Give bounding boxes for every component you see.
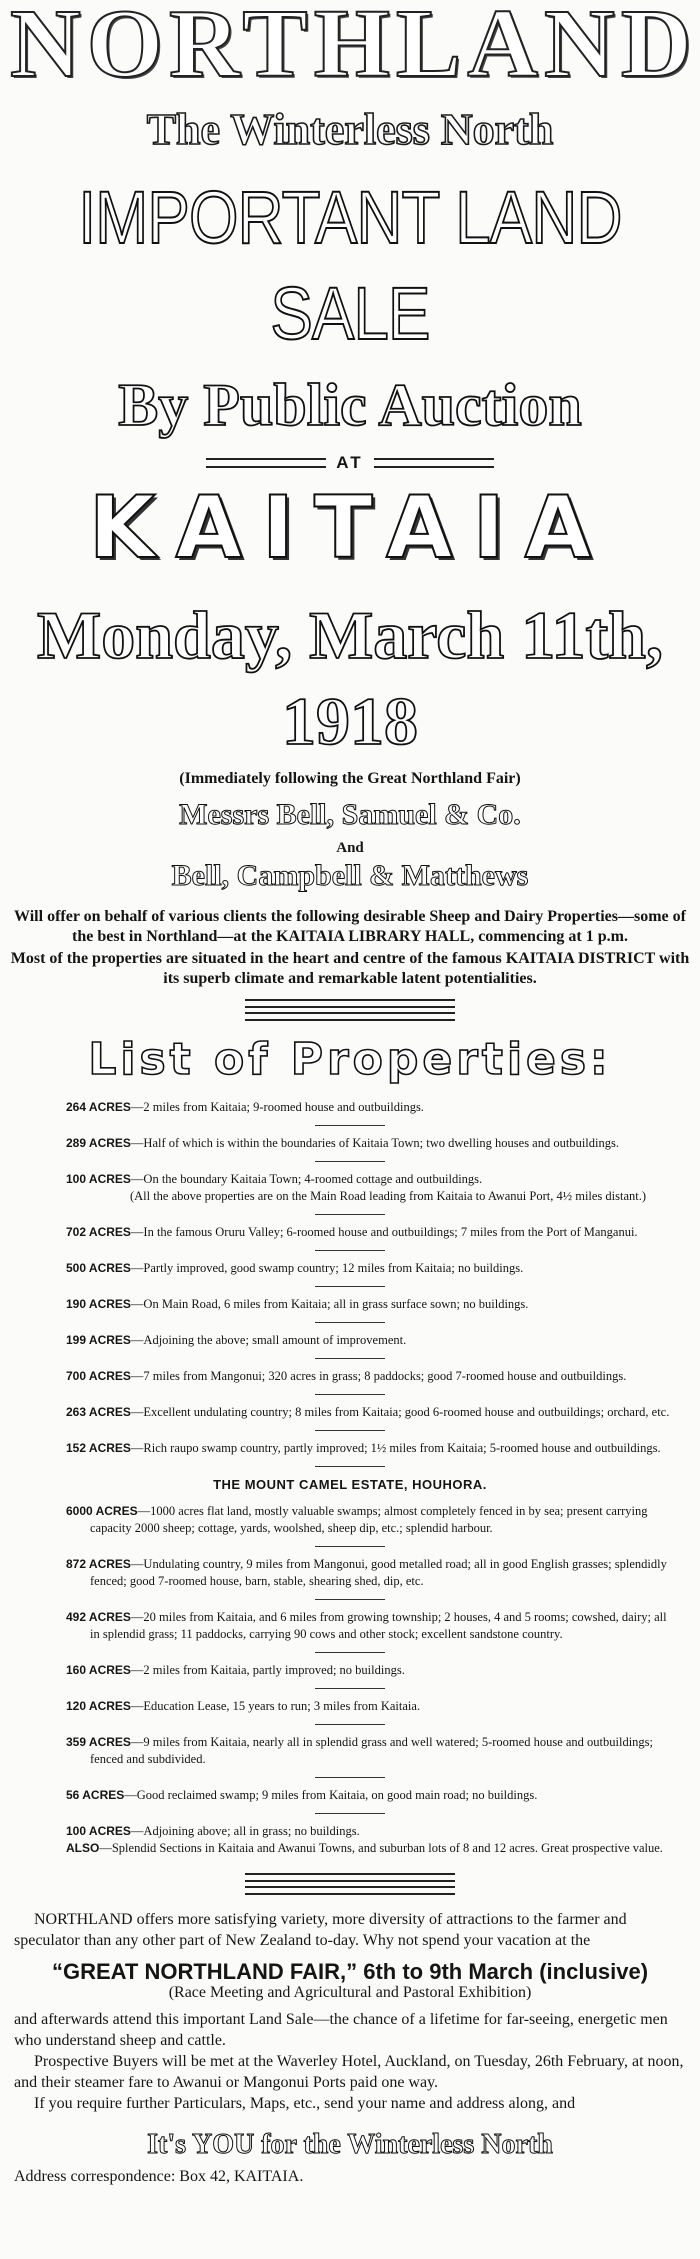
property-desc: —Undulating country, 9 miles from Mangonui, good metalled road; all in good English grasses; splendidly fenced; good 7-roomed house, barn, stable, shearing shed, dip, etc. xyxy=(90,1557,667,1588)
double-rule xyxy=(245,1886,455,1895)
property-desc: —Education Lease, 15 years to run; 3 miles from Kaitaia. xyxy=(130,1699,421,1713)
also-label: ALSO xyxy=(66,1841,100,1855)
property-desc: —2 miles from Kaitaia; 9-roomed house and outbuildings. xyxy=(130,1100,424,1114)
property-acres: 264 ACRES xyxy=(66,1100,131,1114)
property-item xyxy=(10,1840,690,1857)
agent-firm-1: Messrs Bell, Samuel & Co. xyxy=(179,798,521,831)
separator xyxy=(315,1125,385,1126)
slogan: It's YOU for the Winterless North xyxy=(147,2129,553,2160)
separator xyxy=(315,1724,385,1725)
separator xyxy=(315,1599,385,1600)
separator xyxy=(315,1394,385,1395)
intro-paragraph-1: Will offer on behalf of various clients the following desirable Sheep and Dairy Properties—some of the best in Northland—at the KAITAIA LIBRARY HALL, commencing at 1 p.m. xyxy=(14,908,686,945)
divider-left xyxy=(206,458,326,468)
property-acres: 100 ACRES xyxy=(66,1824,131,1838)
property-acres: 702 ACRES xyxy=(66,1225,131,1239)
property-acres: 500 ACRES xyxy=(66,1261,131,1275)
property-desc: —2 miles from Kaitaia, partly improved; no buildings. xyxy=(130,1663,405,1677)
property-acres: 199 ACRES xyxy=(66,1333,131,1347)
property-list xyxy=(10,1099,690,1857)
property-desc: —Rich raupo swamp country, partly improved; 1½ miles from Kaitaia; 5-roomed house and outbuildings. xyxy=(130,1441,661,1455)
separator xyxy=(315,1358,385,1359)
closing-paragraph-2: and afterwards attend this important Land Sale—the chance of a lifetime for far-seeing, energetic men who understand sheep and cattle. xyxy=(14,2011,668,2049)
double-rule xyxy=(245,1873,455,1882)
property-acres: 263 ACRES xyxy=(66,1405,131,1419)
date-note: (Immediately following the Great Northland Fair) xyxy=(179,770,521,787)
property-acres: 56 ACRES xyxy=(66,1788,125,1802)
property-acres: 100 ACRES xyxy=(66,1172,131,1186)
property-acres: 6000 ACRES xyxy=(66,1504,138,1518)
separator xyxy=(315,1777,385,1778)
place-name: KAITAIA xyxy=(88,478,612,578)
property-item xyxy=(10,1556,690,1590)
property-desc: —1000 acres flat land, mostly valuable swamps; almost completely fenced in by sea; present carrying capacity 2000 sheep; cottage, yards, woolshed, sheep dip, etc.; splendid harbour. xyxy=(90,1504,648,1535)
property-item xyxy=(10,1368,690,1385)
address-line: Address correspondence: Box 42, KAITAIA. xyxy=(14,2168,304,2185)
property-acres: 160 ACRES xyxy=(66,1663,131,1677)
property-item xyxy=(10,1404,690,1421)
fair-subtitle: (Race Meeting and Agricultural and Pastoral Exhibition) xyxy=(168,1984,532,2001)
property-desc: —Good reclaimed swamp; 9 miles from Kaitaia, on good main road; no buildings. xyxy=(124,1788,538,1802)
masthead-title: NORTHLAND xyxy=(10,0,698,98)
property-item xyxy=(10,1440,690,1457)
property-desc: —7 miles from Mangonui; 320 acres in grass; 8 paddocks; good 7-roomed house and outbuildings. xyxy=(130,1369,627,1383)
agent-firm-2: Bell, Campbell & Matthews xyxy=(171,859,529,892)
property-desc: —In the famous Oruru Valley; 6-roomed house and outbuildings; 7 miles from the Port of Manganui. xyxy=(130,1225,638,1239)
property-item xyxy=(10,1296,690,1313)
list-title: List of Properties: xyxy=(88,1034,612,1085)
property-desc: —Adjoining above; all in grass; no buildings. xyxy=(130,1824,360,1838)
separator xyxy=(315,1214,385,1215)
property-item xyxy=(10,1734,690,1768)
closing-text xyxy=(10,1909,690,2187)
property-item xyxy=(10,1332,690,1349)
property-item xyxy=(10,1224,690,1241)
property-item xyxy=(10,1260,690,1277)
property-acres: 492 ACRES xyxy=(66,1610,131,1624)
property-subnote: (All the above properties are on the Main Road leading from Kaitaia to Awanui Port, 4½ miles distant.) xyxy=(129,1189,647,1203)
property-desc: —Excellent undulating country; 8 miles from Kaitaia; good 6-roomed house and outbuildings; orchard, etc. xyxy=(130,1405,670,1419)
property-item xyxy=(10,1698,690,1715)
separator xyxy=(315,1546,385,1547)
auction-method: By Public Auction xyxy=(118,372,582,438)
closing-paragraph-4: If you require further Particulars, Maps, etc., send your name and address along, and xyxy=(34,2095,576,2112)
at-label: AT xyxy=(336,453,364,472)
property-acres: 359 ACRES xyxy=(66,1735,131,1749)
property-desc: —Partly improved, good swamp country; 12 miles from Kaitaia; no buildings. xyxy=(130,1261,524,1275)
property-desc: —9 miles from Kaitaia, nearly all in splendid grass and well watered; 5-roomed house and outbuildings; fenced and subdivided. xyxy=(90,1735,654,1766)
double-rule xyxy=(245,999,455,1008)
tagline: The Winterless North xyxy=(146,105,554,154)
double-rule xyxy=(245,1012,455,1021)
separator xyxy=(315,1466,385,1467)
closing-paragraph-1: NORTHLAND offers more satisfying variety, more diversity of attractions to the farmer and speculator than any other part of New Zealand to-day. Why not spend your vacation at the xyxy=(14,1911,627,1949)
property-acres: 289 ACRES xyxy=(66,1136,131,1150)
property-item xyxy=(10,1503,690,1537)
property-desc: —On the boundary Kaitaia Town; 4-roomed cottage and outbuildings. xyxy=(130,1172,483,1186)
sale-date: Monday, March 11th, 1918 xyxy=(37,597,663,759)
property-desc: —Adjoining the above; small amount of improvement. xyxy=(130,1333,407,1347)
at-divider xyxy=(10,450,690,476)
separator xyxy=(315,1322,385,1323)
property-acres: 152 ACRES xyxy=(66,1441,131,1455)
separator xyxy=(315,1286,385,1287)
fair-title: “GREAT NORTHLAND FAIR,” 6th to 9th March (inclusive) xyxy=(51,1959,649,1984)
property-desc: —20 miles from Kaitaia, and 6 miles from growing township; 2 houses, 4 and 5 rooms; cowshed, dairy; all in splendid grass; 11 paddocks, carrying 90 cows and other stock; excellent sandstone country. xyxy=(90,1610,667,1641)
property-item xyxy=(10,1135,690,1152)
property-item xyxy=(10,1099,690,1116)
separator xyxy=(315,1161,385,1162)
property-desc: —On Main Road, 6 miles from Kaitaia; all in grass surface sown; no buildings. xyxy=(130,1297,529,1311)
separator xyxy=(315,1250,385,1251)
property-item xyxy=(10,1609,690,1643)
separator xyxy=(315,1813,385,1814)
property-item xyxy=(10,1823,690,1840)
closing-paragraph-3: Prospective Buyers will be met at the Waverley Hotel, Auckland, on Tuesday, 26th February, at noon, and their steamer fare to Awanui or Mangonui Ports paid one way. xyxy=(14,2053,684,2091)
separator xyxy=(315,1688,385,1689)
property-acres: 120 ACRES xyxy=(66,1699,131,1713)
separator xyxy=(315,1430,385,1431)
intro-paragraph-2: Most of the properties are situated in the heart and centre of the famous KAITAIA DISTRICT with its superb climate and remarkable latent potentialities. xyxy=(10,950,690,987)
separator xyxy=(315,1652,385,1653)
headline: IMPORTANT LAND SALE xyxy=(78,176,622,355)
property-acres: 190 ACRES xyxy=(66,1297,131,1311)
agents-and: And xyxy=(336,840,364,856)
property-item xyxy=(10,1662,690,1679)
property-item xyxy=(10,1787,690,1804)
property-acres: 872 ACRES xyxy=(66,1557,131,1571)
property-item xyxy=(10,1171,690,1205)
also-desc: —Splendid Sections in Kaitaia and Awanui Towns, and suburban lots of 8 and 12 acres. Great prospective value. xyxy=(99,1841,663,1855)
property-acres: 700 ACRES xyxy=(66,1369,131,1383)
property-desc: —Half of which is within the boundaries of Kaitaia Town; two dwelling houses and outbuildings. xyxy=(130,1136,619,1150)
estate-heading: THE MOUNT CAMEL ESTATE, HOUHORA. xyxy=(213,1477,487,1492)
divider-right xyxy=(374,458,494,468)
